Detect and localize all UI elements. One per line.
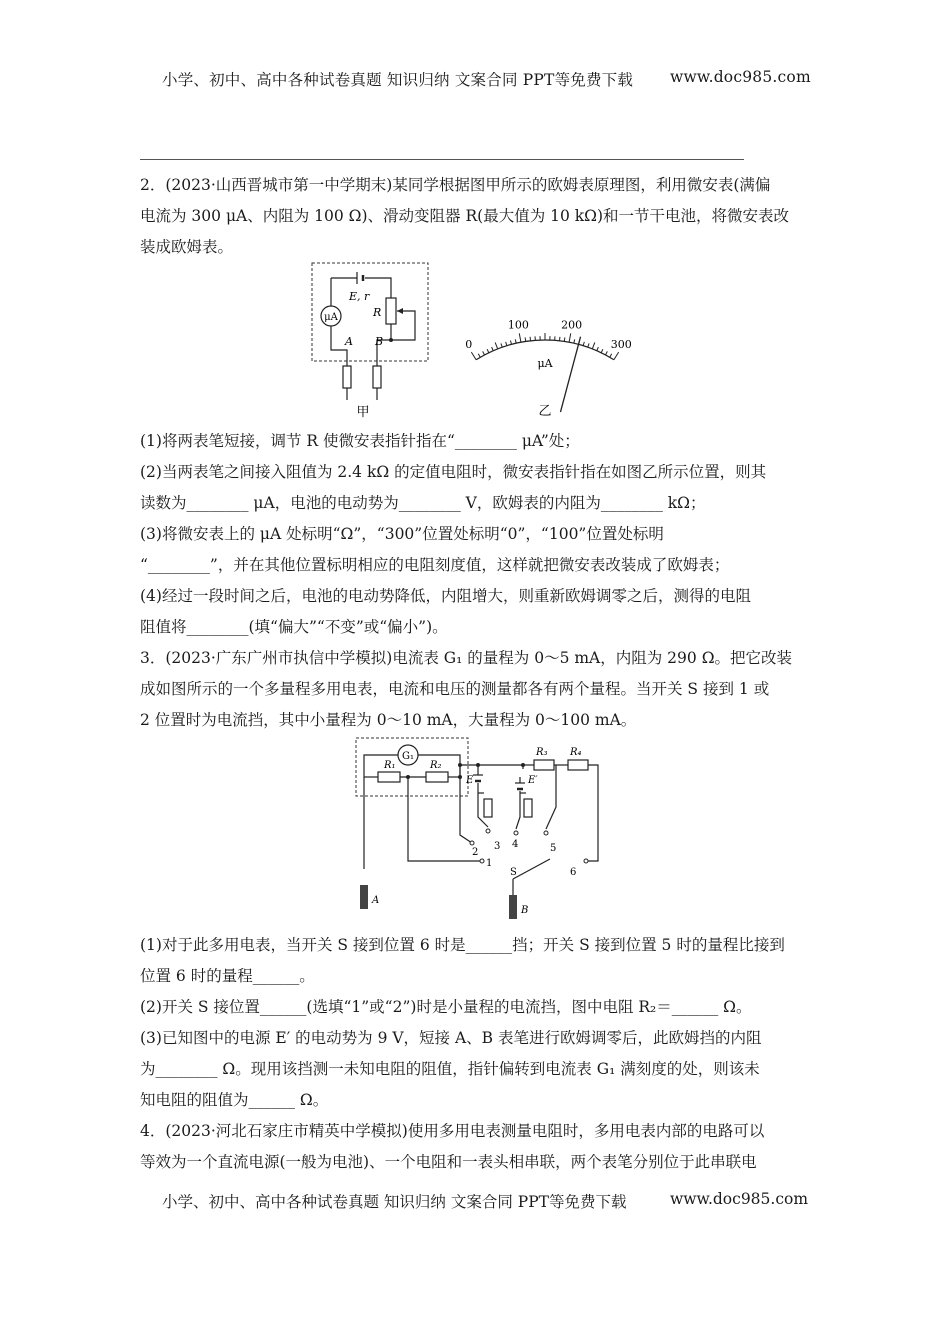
rheostat-symbol	[386, 298, 396, 324]
q2-line-3: 装成欧姆表。	[140, 238, 234, 256]
terminal-b-label: B	[375, 335, 384, 348]
dial-tick	[574, 339, 575, 343]
header-url[interactable]: www.doc985.com	[670, 68, 811, 86]
label-r4: R₄	[570, 747, 582, 758]
q3-part-2: (2)开关 S 接位置______(选填“1”或“2”)时是小量程的电流挡，图中电阻 R₂＝______ Ω。	[140, 998, 752, 1016]
question-3-stem	[140, 643, 810, 736]
dial-tick-label: 100	[507, 318, 529, 332]
figure-yi-microammeter-dial	[440, 295, 650, 420]
position-3: 3	[494, 841, 501, 852]
q3-line-2: 成如图所示的一个多量程多用电表，电流和电压的测量都各有两个量程。当开关 S 接到 1 或	[140, 680, 770, 698]
q3-part-3a: (3)已知图中的电源 E′ 的电动势为 9 V，短接 A、B 表笔进行欧姆调零后，此欧姆挡的内阻	[140, 1029, 762, 1047]
label-e: E	[466, 775, 474, 786]
footer-url[interactable]: www.doc985.com	[670, 1190, 809, 1208]
dial-tick	[483, 351, 485, 355]
probe-b	[509, 895, 517, 919]
dial-tick	[487, 349, 489, 353]
q2-part-1: (1)将两表笔短接，调节 R 使微安表指针指在“________ μA”处；	[140, 432, 580, 450]
label-probe-b: B	[521, 905, 529, 916]
q2-part-4a: (4)经过一段时间之后，电池的电动势降低，内阻增大，则重新欧姆调零之后，测得的电阻	[140, 587, 751, 605]
terminal-a-label: A	[345, 335, 353, 348]
question-2-stem	[140, 170, 810, 263]
dial-pointer	[560, 337, 580, 412]
header-divider	[140, 159, 744, 160]
dial-tick	[592, 342, 595, 349]
dial-tick-label: 300	[610, 337, 632, 351]
q2-line-1: 2．(2023·山西晋城市第一中学期末)某同学根据图甲所示的欧姆表原理图，利用微安表(满偏	[140, 176, 771, 194]
resistor-r1	[378, 772, 400, 782]
position-5: 5	[550, 843, 557, 854]
question-4-stem	[140, 1116, 810, 1178]
header-text: 小学、初中、高中各种试卷真题 知识归纳 文案合同 PPT等免费下载	[162, 71, 634, 89]
figure-yi-caption: 乙	[538, 404, 552, 419]
source-label: E, r	[349, 290, 370, 303]
rheostat-label: R	[373, 306, 382, 319]
q3-line-1: 3．(2023·广东广州市执信中学模拟)电流表 G₁ 的量程为 0～5 mA，内阻为 290 Ω。把它改装	[140, 649, 793, 667]
dial-tick	[601, 349, 603, 353]
q3-part-3b: 为________ Ω。现用该挡测一未知电阻的阻值，指针偏转到电流表 G₁ 满刻度的处，则该未	[140, 1060, 760, 1078]
q2-line-2: 电流为 300 μA、内阻为 100 Ω)、滑动变阻器 R(最大值为 10 kΩ)和一节干电池，将微安表改	[140, 207, 790, 225]
q4-line-2: 等效为一个直流电源(一般为电池)、一个电阻和一表头相串联，两个表笔分别位于此串联电	[140, 1153, 757, 1171]
dial-tick	[597, 347, 599, 351]
footer-text: 小学、初中、高中各种试卷真题 知识归纳 文案合同 PPT等免费下载	[162, 1193, 627, 1211]
resistor-r2	[426, 772, 448, 782]
question-3-parts	[140, 930, 810, 1116]
figure-jia-ohmmeter-circuit	[305, 260, 435, 420]
probe-a	[360, 885, 368, 909]
position-1: 1	[486, 858, 493, 869]
dial-tick	[614, 352, 619, 360]
q2-part-4b: 阻值将________(填“偏大”“不变”或“偏小”)。	[140, 618, 448, 636]
dial-unit-label: μA	[537, 357, 553, 370]
dial-tick-label: 200	[561, 318, 583, 332]
meter-label: μA	[324, 312, 338, 323]
position-6: 6	[570, 867, 577, 878]
dial-tick	[515, 339, 516, 343]
position-2: 2	[472, 847, 479, 858]
dial-tick	[478, 354, 480, 357]
q3-part-1b: 位置 6 时的量程______。	[140, 967, 315, 985]
label-r3: R₃	[536, 747, 548, 758]
dial-tick	[471, 352, 476, 360]
dial-tick	[492, 347, 494, 351]
label-r2: R₂	[430, 760, 442, 771]
dial-tick	[588, 343, 589, 347]
dial-tick-label: 0	[465, 337, 473, 351]
label-e-prime: E′	[528, 775, 538, 786]
probe-b	[373, 366, 381, 388]
figure-jia-caption: 甲	[356, 405, 370, 420]
dial-tick	[610, 354, 612, 357]
q2-part-3b: “________”，并在其他位置标明相应的电阻刻度值，这样就把微安表改装成了欧姆表；	[140, 556, 730, 574]
dial-tick	[519, 333, 521, 342]
q4-line-1: 4．(2023·河北石家庄市精英中学模拟)使用多用电表测量电阻时，多用电表内部的电路可以	[140, 1122, 765, 1140]
q3-part-3c: 知电阻的阻值为______ Ω。	[140, 1091, 329, 1109]
question-2-parts	[140, 426, 810, 643]
q2-part-2a: (2)当两表笔之间接入阻值为 2.4 kΩ 的定值电阻时，微安表指针指在如图乙所示位置，则其	[140, 463, 767, 481]
dial-tick	[525, 337, 526, 341]
q2-part-2b: 读数为________ μA，电池的电动势为________ V，欧姆表的内阻为________ kΩ；	[140, 494, 706, 512]
position-4: 4	[512, 839, 519, 850]
dial-tick	[564, 337, 565, 341]
label-probe-a: A	[372, 895, 380, 906]
page-header	[162, 68, 862, 90]
dial-tick	[506, 342, 507, 346]
dial-tick	[501, 343, 502, 347]
page-footer	[162, 1190, 862, 1212]
figure-multimeter-circuit	[348, 735, 608, 925]
q3-line-3: 2 位置时为电流挡，其中小量程为 0～10 mA，大量程为 0～100 mA。	[140, 711, 637, 729]
dial-tick	[583, 342, 584, 346]
resistor-r3	[534, 760, 554, 770]
dial-tick	[569, 333, 571, 342]
label-switch-s: S	[510, 867, 517, 878]
q3-part-1a: (1)对于此多用电表，当开关 S 接到位置 6 时是______挡；开关 S 接到位置 5 时的量程比接到	[140, 936, 785, 954]
probe-a	[343, 366, 351, 388]
resistor-r4	[568, 760, 588, 770]
label-g1: G₁	[402, 751, 414, 762]
q2-part-3a: (3)将微安表上的 μA 处标明“Ω”，“300”位置处标明“0”，“100”位置处标明	[140, 525, 664, 543]
dial-tick	[495, 342, 498, 349]
dial-tick	[605, 351, 607, 355]
dial-tick	[510, 341, 511, 345]
label-r1: R₁	[384, 760, 396, 771]
